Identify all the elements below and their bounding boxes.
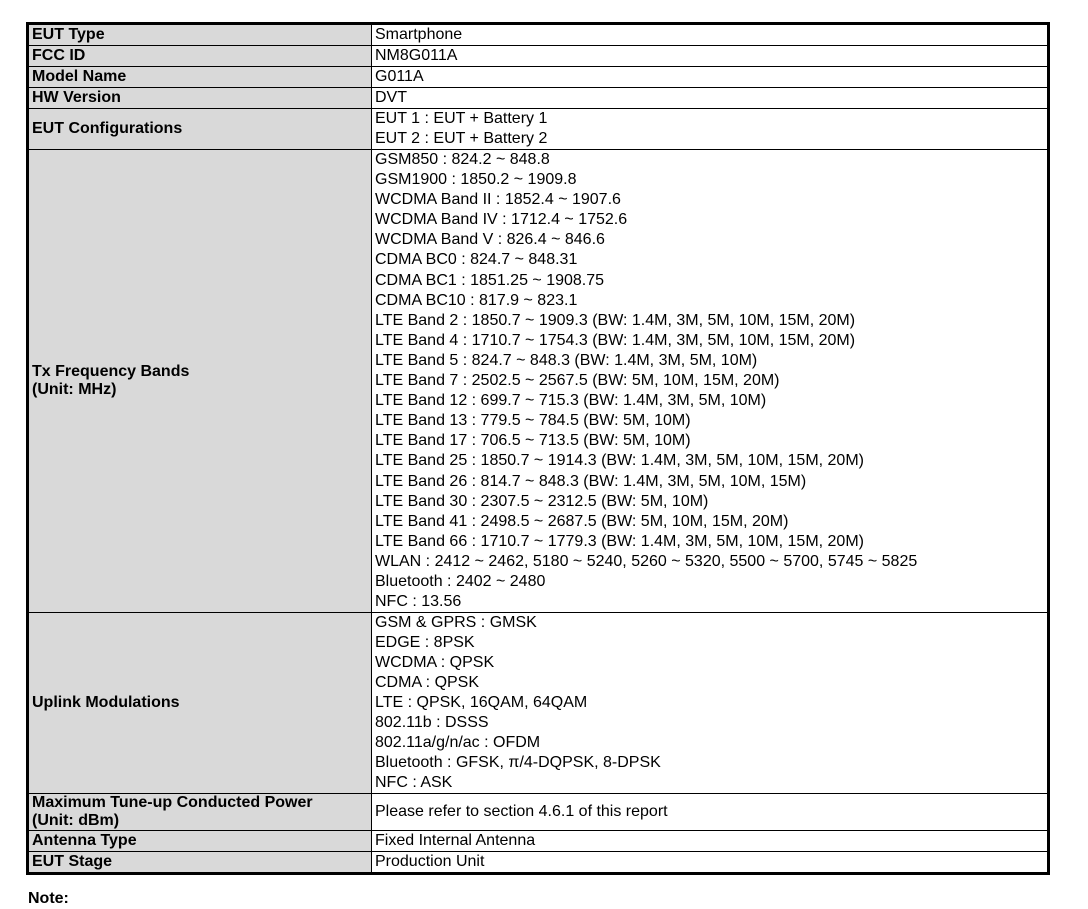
table-row xyxy=(28,24,1049,46)
table-row xyxy=(28,88,1049,109)
row-label-eut-stage: EUT Stage xyxy=(28,852,372,874)
row-value-eut-stage: Production Unit xyxy=(372,852,1049,874)
row-value-eut-configurations: EUT 1 : EUT + Battery 1 EUT 2 : EUT + Battery 2 xyxy=(372,109,1049,150)
row-label-eut-configurations: EUT Configurations xyxy=(28,109,372,150)
row-label-fcc-id: FCC ID xyxy=(28,46,372,67)
row-value-antenna-type: Fixed Internal Antenna xyxy=(372,831,1049,852)
note-heading: Note: xyxy=(28,890,69,907)
table-row xyxy=(28,852,1049,874)
row-label-uplink-modulations: Uplink Modulations xyxy=(28,613,372,794)
row-label-eut-type: EUT Type xyxy=(28,24,372,46)
table-row xyxy=(28,794,1049,831)
table-row xyxy=(28,109,1049,150)
row-label-antenna-type: Antenna Type xyxy=(28,831,372,852)
table-row xyxy=(28,46,1049,67)
table-row xyxy=(28,831,1049,852)
row-value-max-tune-up-power: Please refer to section 4.6.1 of this report xyxy=(372,794,1049,831)
row-value-tx-frequency-bands: GSM850 : 824.2 ~ 848.8 GSM1900 : 1850.2 ~ 1909.8 WCDMA Band II : 1852.4 ~ 1907.6 WCDMA Band IV : 1712.4 ~ 1752.6 WCDMA Band V : 826.4 ~ 846.6 CDMA BC0 : 824.7 ~ 848.31 CDMA BC1 : 1851.25 ~ 1908.75 CDMA BC10 : 817.9 ~ 823.1 LTE Band 2 : 1850.7 ~ 1909.3 (BW: 1.4M, 3M, 5M, 10M, 15M, 20M) LTE Band 4 : 1710.7 ~ 1754.3 (BW: 1.4M, 3M, 5M, 10M, 15M, 20M) LTE Band 5 : 824.7 ~ 848.3 (BW: 1.4M, 3M, 5M, 10M) LTE Band 7 : 2502.5 ~ 2567.5 (BW: 5M, 10M, 15M, 20M) LTE Band 12 : 699.7 ~ 715.3 (BW: 1.4M, 3M, 5M, 10M) LTE Band 13 : 779.5 ~ 784.5 (BW: 5M, 10M) LTE Band 17 : 706.5 ~ 713.5 (BW: 5M, 10M) LTE Band 25 : 1850.7 ~ 1914.3 (BW: 1.4M, 3M, 5M, 10M, 15M, 20M) LTE Band 26 : 814.7 ~ 848.3 (BW: 1.4M, 3M, 5M, 10M, 15M) LTE Band 30 : 2307.5 ~ 2312.5 (BW: 5M, 10M) LTE Band 41 : 2498.5 ~ 2687.5 (BW: 5M, 10M, 15M, 20M) LTE Band 66 : 1710.7 ~ 1779.3 (BW: 1.4M, 3M, 5M, 10M, 15M, 20M) WLAN : 2412 ~ 2462, 5180 ~ 5240, 5260 ~ 5320, 5500 ~ 5700, 5745 ~ 5825 Bluetooth : 2402 ~ 2480 NFC : 13.56 xyxy=(372,150,1049,613)
row-value-eut-type: Smartphone xyxy=(372,24,1049,46)
row-value-uplink-modulations: GSM & GPRS : GMSK EDGE : 8PSK WCDMA : QPSK CDMA : QPSK LTE : QPSK, 16QAM, 64QAM 802.11b : DSSS 802.11a/g/n/ac : OFDM Bluetooth : GFSK, π/4-DQPSK, 8-DPSK NFC : ASK xyxy=(372,613,1049,794)
row-label-tx-frequency-bands: Tx Frequency Bands (Unit: MHz) xyxy=(28,150,372,613)
row-label-max-tune-up-power: Maximum Tune-up Conducted Power (Unit: dBm) xyxy=(28,794,372,831)
row-label-hw-version: HW Version xyxy=(28,88,372,109)
row-value-fcc-id: NM8G011A xyxy=(372,46,1049,67)
eut-spec-table xyxy=(26,22,1050,875)
table-row xyxy=(28,150,1049,613)
row-value-hw-version: DVT xyxy=(372,88,1049,109)
table-row xyxy=(28,67,1049,88)
row-value-model-name: G011A xyxy=(372,67,1049,88)
table-row xyxy=(28,613,1049,794)
row-label-model-name: Model Name xyxy=(28,67,372,88)
